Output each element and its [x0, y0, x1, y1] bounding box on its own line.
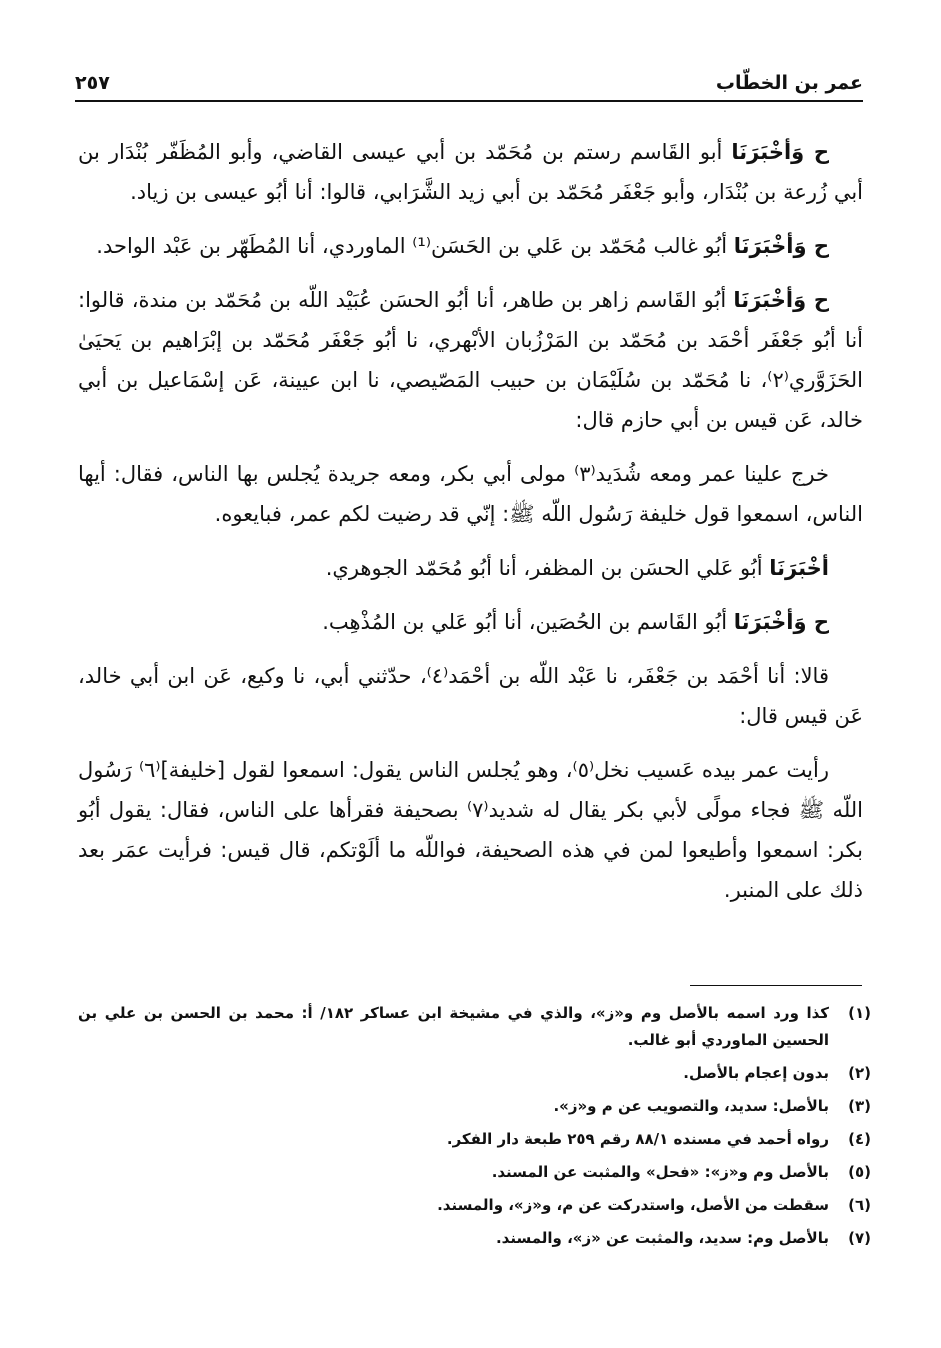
footnote — [78, 1093, 871, 1120]
footnote-text: بالأصل وم: سديد، والمثبت عن «ز»، والمسند. — [495, 1229, 829, 1247]
paragraph-text: خرج علينا عمر ومعه شُدَيد⁽٣⁾ مولى أبي بكر، ومعه جريدة يُجلس بها الناس، فقال: أيها الناس، اسمعوا قول خليفة رَسُول اللّه ﷺ: إنّي قد رضيت لكم عمر، فبايعوه. — [78, 462, 863, 526]
paragraph-text: رأيت عمر بيده عَسيب نخل⁽٥⁾، وهو يُجلس الناس يقول: اسمعوا لقول [خليفة]⁽٦⁾ رَسُول اللّه ﷺ فجاء مولًى لأبي بكر يقال له شديد⁽٧⁾ بصحيفة فقرأها على الناس، فقال: يقول أبُو بكر: اسمعوا وأطيعوا لمن في هذه الصحيفة، فواللّه ما ألَوْتكم، قال قيس: فرأيت عمَر بعد ذلك على المنبر. — [78, 758, 863, 902]
transmission-keyword: ح وَأخْبَرَنَا — [733, 234, 829, 258]
paragraph-text: أبُو القَاسم بن الحُصَين، أنا أبُو عَلي بن المُذْهِب. — [322, 610, 734, 634]
footnote-text: كذا ورد اسمه بالأصل وم و«ز»، والذي في مشيخة ابن عساكر ١٨٢/ أ: محمد بن الحسن بن علي بن الحسين الماوردي أبو غالب. — [78, 1004, 830, 1049]
paragraph-text: قالا: أنا أحْمَد بن جَعْفَر، نا عَبْد اللّه بن أحْمَد⁽٤⁾، حدّثني أبي، نا وكيع، عَن ابن أبي خالد، عَن قيس قال: — [78, 664, 863, 728]
footnote-text: بالأصل وم و«ز»: «فحل» والمثبت عن المسند. — [491, 1163, 829, 1181]
footnote — [78, 1225, 871, 1252]
transmission-keyword: ح وَأخْبَرَنَا — [733, 288, 829, 312]
footnote — [78, 1159, 871, 1186]
transmission-keyword: ح وَأخْبَرَنَا — [733, 610, 829, 634]
running-title: عمر بن الخطّاب — [715, 72, 863, 94]
footnote-number: (٣) — [848, 1097, 871, 1115]
isnad-paragraph — [78, 280, 863, 440]
main-text — [78, 132, 863, 924]
isnad-paragraph — [78, 132, 863, 212]
footnote — [78, 1060, 871, 1087]
footnotes — [78, 1000, 871, 1258]
footnote-text: بالأصل: سديد، والتصويب عن م و«ز». — [553, 1097, 829, 1115]
transmission-keyword: ح وَأخْبَرَنَا — [731, 140, 829, 164]
isnad-paragraph — [78, 656, 863, 736]
paragraph-text: أبُو القَاسم زاهر بن طاهر، أنا أبُو الحسَن عُبَيْد اللّه بن مُحَمّد بن مندة، قالوا: أنا أبُو جَعْفَر أحْمَد بن مُحَمّد بن المَرْزُبان الأبْهري، نا أبُو جَعْفَر مُحَمّد بن إبْرَاهيم بن يَحيَىٰ الحَزَوَّري⁽٢⁾، نا مُحَمّد بن سُلَيْمَان بن حبيب المَصّيصي، نا ابن عيينة، عَن إسْمَاعيل بن أبي خالد، عَن قيس بن أبي حازم قال: — [78, 288, 863, 432]
footnote-text: رواه أحمد في مسنده ٨٨/١ رقم ٢٥٩ طبعة دار الفكر. — [446, 1130, 829, 1148]
footnote-separator — [690, 985, 862, 986]
footnote-number: (١) — [848, 1004, 871, 1022]
header-rule — [75, 100, 863, 102]
isnad-paragraph — [78, 548, 863, 588]
matn-paragraph — [78, 750, 863, 910]
footnote — [78, 1126, 871, 1153]
footnote-number: (٦) — [848, 1196, 871, 1214]
isnad-paragraph — [78, 602, 863, 642]
paragraph-text: أبُو عَلي الحسَن بن المظفر، أنا أبُو مُحَمّد الجوهري. — [325, 556, 770, 580]
footnote-number: (٤) — [848, 1130, 871, 1148]
footnote — [78, 1192, 871, 1219]
page-number: ٢٥٧ — [75, 72, 110, 94]
footnote-number: (٢) — [848, 1064, 871, 1082]
footnote-number: (٥) — [848, 1163, 871, 1181]
footnote-number: (٧) — [848, 1229, 871, 1247]
paragraph-text: أبو القَاسم رستم بن مُحَمّد بن أبي عيسى القاضي، وأبو المُظَفّر بُنْدَار بن أبي زُرعة بن بُنْدَار، وأبو جَعْفَر مُحَمّد بن أبي زيد الشَّرَابي، قالوا: أنا أبُو عيسى بن زياد. — [78, 140, 863, 204]
isnad-paragraph — [78, 226, 863, 266]
footnote-text: بدون إعجام بالأصل. — [683, 1064, 829, 1082]
paragraph-text: أبُو غالب مُحَمّد بن عَلي بن الحَسَن⁽¹⁾ الماوردي، أنا المُطَهّر بن عَبْد الواحد. — [96, 234, 734, 258]
transmission-keyword: أخْبَرَنَا — [769, 556, 829, 580]
page-header — [75, 64, 863, 104]
footnote — [78, 1000, 871, 1054]
matn-paragraph — [78, 454, 863, 534]
footnote-text: سقطت من الأصل، واستدركت عن م، و«ز»، والمسند. — [437, 1196, 829, 1214]
